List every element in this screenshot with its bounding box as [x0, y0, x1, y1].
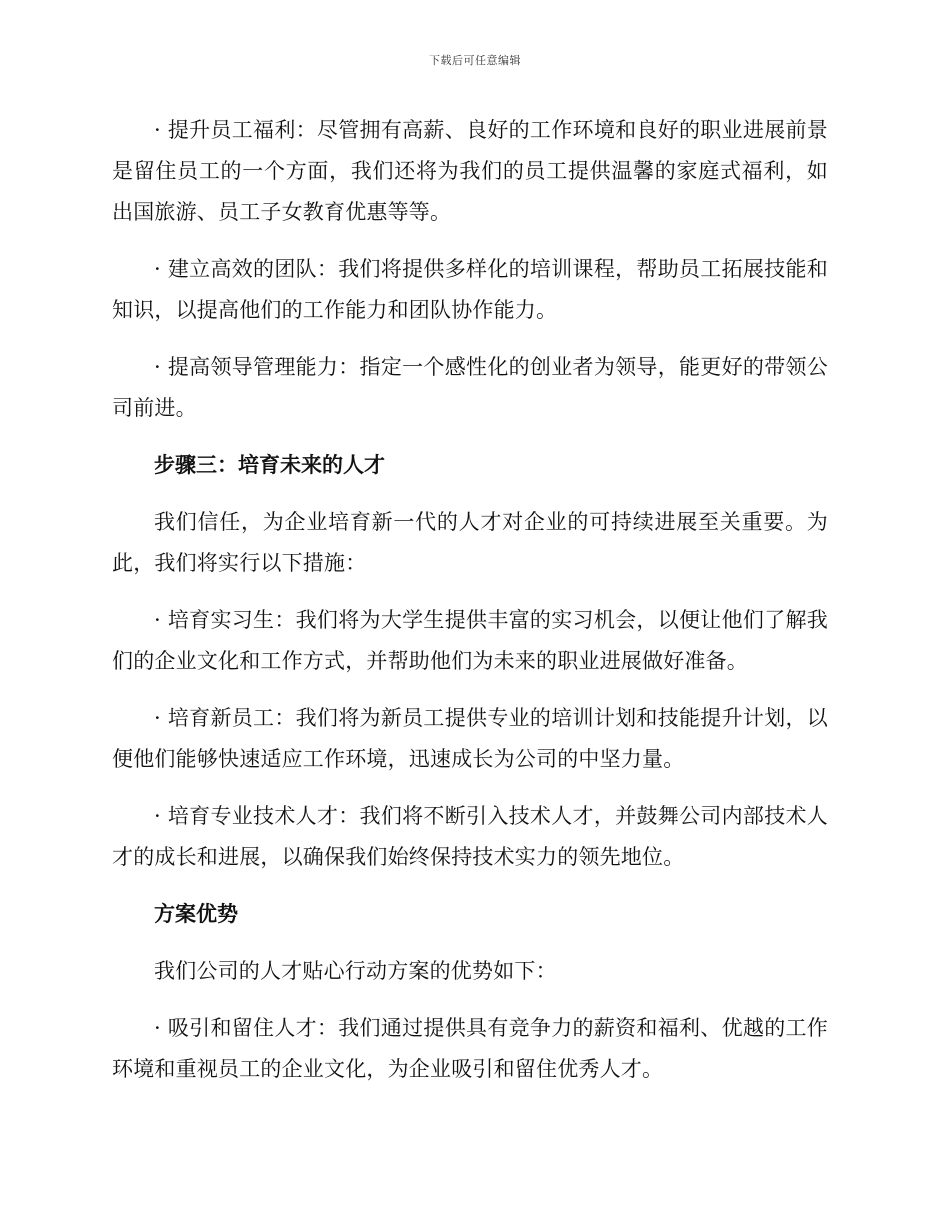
section-heading-step-three: 步骤三：培育未来的人才 [154, 453, 385, 477]
section-heading-advantages: 方案优势 [154, 902, 238, 926]
paragraph-technical-talent: · 培育专业技术人才：我们将不断引入技术人才，并鼓舞公司内部技术人才的成长和进展，以确保我们始终保持技术实力的领先地位。 [112, 804, 828, 869]
paragraph-efficient-team: · 建立高效的团队：我们将提供多样化的培训课程，帮助员工拓展技能和知识，以提高他们的工作能力和团队协作能力。 [112, 257, 828, 322]
paragraph-future-talent-intro: 我们信任，为企业培育新一代的人才对企业的可持续进展至关重要。为此，我们将实行以下措施： [112, 510, 828, 575]
paragraph-advantages-intro: 我们公司的人才贴心行动方案的优势如下： [154, 959, 557, 983]
paragraph-leadership: · 提高领导管理能力：指定一个感性化的创业者为领导，能更好的带领公司前进。 [112, 355, 828, 420]
paragraph-new-employees: · 培育新员工：我们将为新员工提供专业的培训计划和技能提升计划，以便他们能够快速适应工作环境，迅速成长为公司的中坚力量。 [112, 706, 828, 771]
document-body [112, 110, 828, 1106]
paragraph-attract-retain: · 吸引和留住人才：我们通过提供具有竞争力的薪资和福利、优越的工作环境和重视员工的企业文化，为企业吸引和留住优秀人才。 [112, 1016, 828, 1081]
paragraph-interns: · 培育实习生：我们将为大学生提供丰富的实习机会，以便让他们了解我们的企业文化和工作方式，并帮助他们为未来的职业进展做好准备。 [112, 608, 828, 673]
paragraph-employee-benefits: · 提升员工福利：尽管拥有高薪、良好的工作环境和良好的职业进展前景是留住员工的一个方面，我们还将为我们的员工提供温馨的家庭式福利，如出国旅游、员工子女教育优惠等等。 [112, 118, 828, 224]
page-header: 下载后可任意编辑 [429, 54, 521, 67]
